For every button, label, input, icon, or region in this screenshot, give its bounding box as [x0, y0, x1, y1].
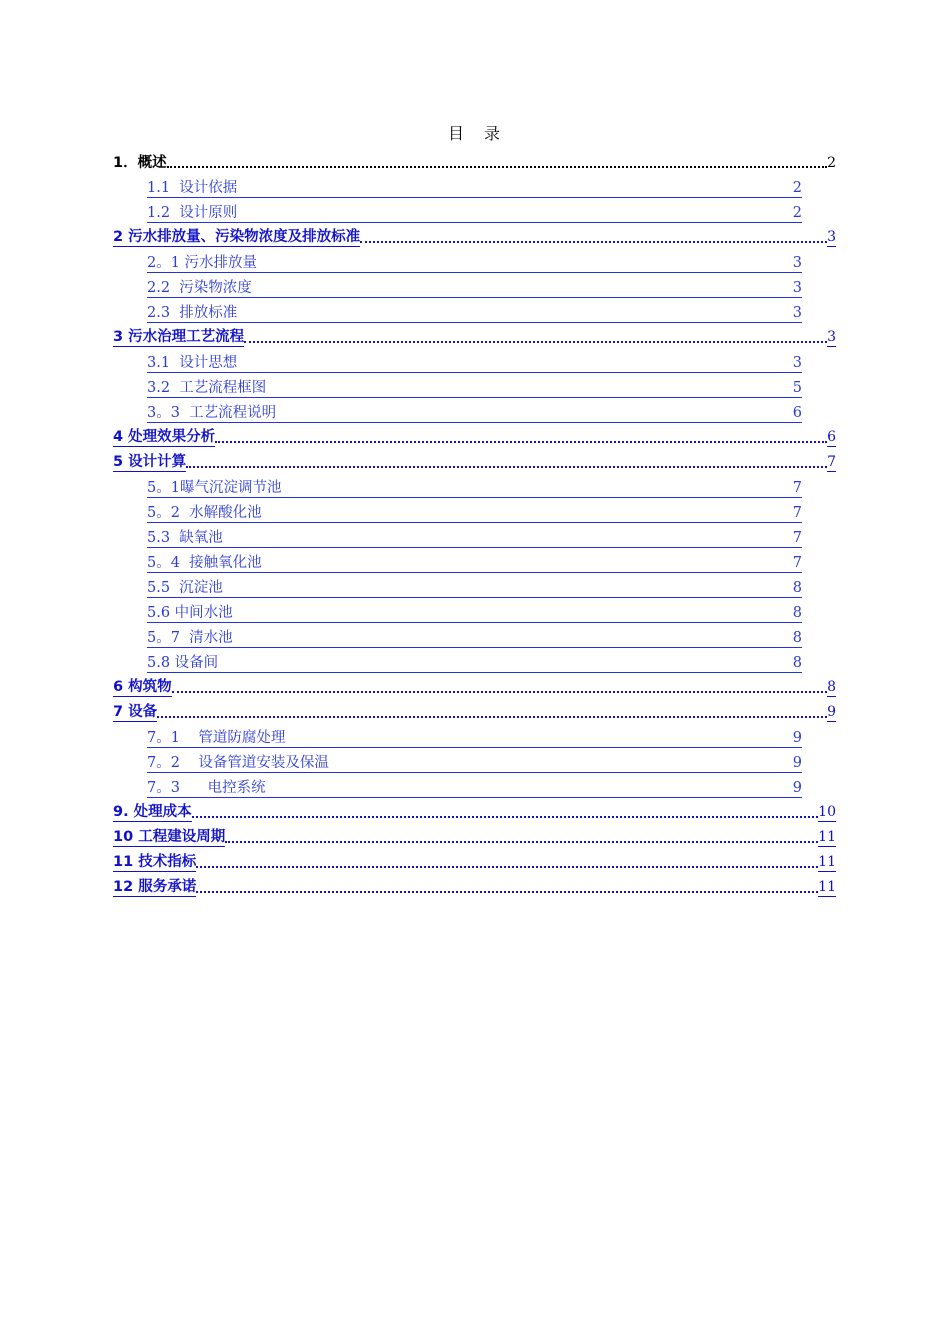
toc-entry-5-8[interactable] — [147, 650, 802, 673]
toc-entry-page: 3 — [827, 329, 836, 345]
toc-entry-label: 4 处理效果分析 — [113, 429, 216, 445]
toc-entry-page: 2 — [792, 180, 802, 196]
toc-entry-page: 3 — [792, 280, 802, 296]
toc-entry-label: 3.2 工艺流程框图 — [147, 380, 267, 396]
toc-leader-dots — [244, 340, 827, 343]
toc-entry-1-1[interactable] — [147, 175, 802, 198]
toc-entry-12[interactable] — [113, 875, 836, 897]
toc-entry-label: 2 污水排放量、污染物浓度及排放标准 — [113, 229, 361, 245]
toc-entry-2[interactable] — [113, 225, 836, 247]
toc-entry-label: 5。2 水解酸化池 — [147, 505, 262, 521]
toc-entry-page: 9 — [792, 755, 802, 771]
toc-entry-page: 6 — [827, 429, 836, 445]
toc-entry-label: 11 技术指标 — [113, 854, 197, 870]
toc-entry-label: 1．概述 — [113, 155, 167, 171]
toc-entry-11[interactable] — [113, 850, 836, 872]
toc-entry-page: 11 — [818, 879, 836, 895]
toc-leader-dots — [186, 465, 827, 468]
toc-entry-page: 8 — [792, 630, 802, 646]
toc-entry-page: 3 — [827, 229, 836, 245]
toc-entry-page: 7 — [792, 480, 802, 496]
toc-entry-1-2[interactable] — [147, 200, 802, 223]
toc-entry-page: 8 — [792, 605, 802, 621]
toc-entry-label: 2.2 污染物浓度 — [147, 280, 252, 296]
toc-entry-page: 7 — [827, 454, 836, 470]
toc-leader-dots — [196, 890, 818, 893]
toc-entry-label: 3。3 工艺流程说明 — [147, 405, 277, 421]
toc-entry-label: 12 服务承诺 — [113, 879, 197, 895]
toc-entry-label: 5.3 缺氧池 — [147, 530, 223, 546]
toc-entry-label: 2.3 排放标准 — [147, 305, 238, 321]
toc-entry-2-2[interactable] — [147, 275, 802, 298]
toc-entry-label: 5.5 沉淀池 — [147, 580, 223, 596]
toc-entry-label: 3 污水治理工艺流程 — [113, 329, 245, 345]
toc-entry-label: 7。1 管道防腐处理 — [147, 730, 286, 746]
toc-entry-page: 2 — [792, 205, 802, 221]
toc-entry-3-2[interactable] — [147, 375, 802, 398]
toc-entry-3-3[interactable] — [147, 400, 802, 423]
toc-entry-5-5[interactable] — [147, 575, 802, 598]
toc-entry-4[interactable] — [113, 425, 836, 447]
toc-entry-label: 5。1曝气沉淀调节池 — [147, 480, 282, 496]
toc-entry-3-1[interactable] — [147, 350, 802, 373]
toc-entry-label: 5。4 接触氧化池 — [147, 555, 262, 571]
toc-entry-5[interactable] — [113, 450, 836, 472]
toc-entry-label: 5 设计计算 — [113, 454, 187, 470]
toc-entry-page: 2 — [827, 155, 836, 171]
toc-entry-label: 5.8 设备间 — [147, 655, 219, 671]
toc-entry-label: 5.6 中间水池 — [147, 605, 233, 621]
toc-entry-page: 3 — [792, 355, 802, 371]
toc-entry-page: 8 — [792, 655, 802, 671]
toc-entry-5-1[interactable] — [147, 475, 802, 498]
toc-entry-2-1[interactable] — [147, 250, 802, 273]
toc-entry-page: 9 — [827, 704, 836, 720]
toc-entry-label: 1.2 设计原则 — [147, 205, 238, 221]
toc-entry-2-3[interactable] — [147, 300, 802, 323]
toc-entry-page: 11 — [818, 829, 836, 845]
toc-entry-page: 9 — [792, 780, 802, 796]
toc-entry-1[interactable] — [113, 150, 836, 172]
toc-entry-7-3[interactable] — [147, 775, 802, 798]
toc-entry-5-6[interactable] — [147, 600, 802, 623]
toc-leader-dots — [215, 440, 827, 443]
toc-entry-page: 10 — [818, 804, 836, 820]
toc-leader-dots — [172, 690, 827, 693]
toc-leader-dots — [360, 240, 827, 243]
toc-leader-dots — [192, 815, 819, 818]
toc-entry-page: 3 — [792, 305, 802, 321]
toc-entry-label: 5。7 清水池 — [147, 630, 233, 646]
toc-entry-5-3[interactable] — [147, 525, 802, 548]
toc-entry-5-4[interactable] — [147, 550, 802, 573]
toc-entry-3[interactable] — [113, 325, 836, 347]
toc-entry-page: 8 — [792, 580, 802, 596]
toc-entry-7-2[interactable] — [147, 750, 802, 773]
toc-entry-9[interactable] — [113, 800, 836, 822]
toc-entry-page: 11 — [818, 854, 836, 870]
toc-leader-dots — [196, 865, 818, 868]
toc-entry-5-2[interactable] — [147, 500, 802, 523]
toc-entry-label: 1.1 设计依据 — [147, 180, 238, 196]
toc-entry-label: 7。3 电控系统 — [147, 780, 266, 796]
toc-entry-label: 9. 处理成本 — [113, 804, 192, 820]
toc-entry-page: 9 — [792, 730, 802, 746]
toc-entry-label: 2。1 污水排放量 — [147, 255, 258, 271]
toc-entry-7-1[interactable] — [147, 725, 802, 748]
toc-entry-page: 8 — [827, 679, 836, 695]
toc-entry-label: 10 工程建设周期 — [113, 829, 226, 845]
toc-entry-page: 3 — [792, 255, 802, 271]
toc-leader-dots — [167, 165, 827, 168]
toc-entry-page: 5 — [792, 380, 802, 396]
toc-entry-6[interactable] — [113, 675, 836, 697]
toc-leader-dots — [157, 715, 827, 718]
toc-entry-page: 7 — [792, 505, 802, 521]
toc-entry-label: 6 构筑物 — [113, 679, 172, 695]
toc-entry-page: 6 — [792, 405, 802, 421]
toc-entry-5-7[interactable] — [147, 625, 802, 648]
toc-entry-label: 3.1 设计思想 — [147, 355, 238, 371]
toc-entry-label: 7。2 设备管道安装及保温 — [147, 755, 329, 771]
toc-entry-7[interactable] — [113, 700, 836, 722]
toc-entry-10[interactable] — [113, 825, 836, 847]
toc-entry-page: 7 — [792, 555, 802, 571]
toc-title: 目 录 — [447, 124, 502, 143]
toc-entry-page: 7 — [792, 530, 802, 546]
toc-leader-dots — [225, 840, 818, 843]
toc-entry-label: 7 设备 — [113, 704, 158, 720]
